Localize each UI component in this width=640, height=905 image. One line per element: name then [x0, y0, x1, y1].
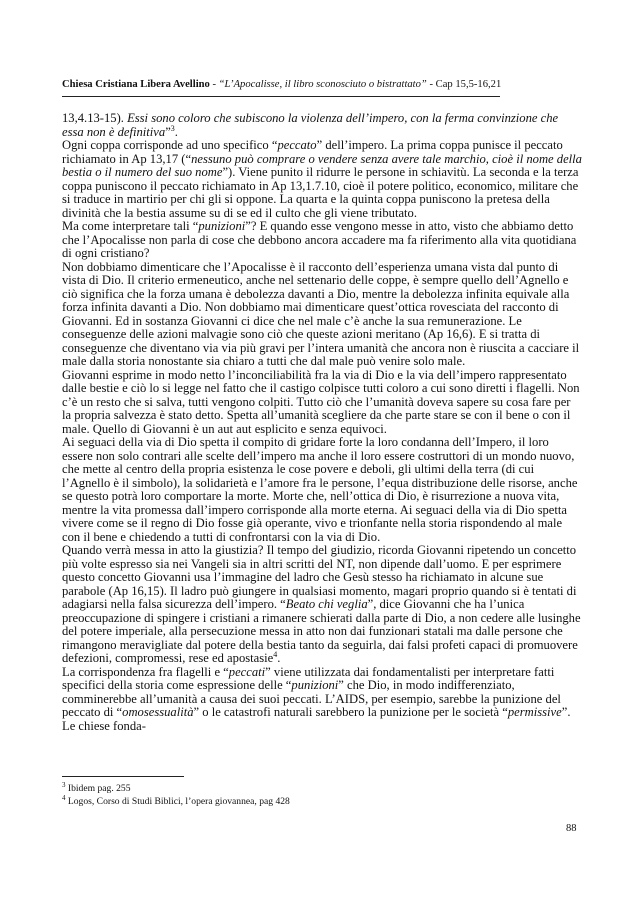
paragraph: [62, 220, 582, 261]
text-run: ”). Viene punito il ridurre le persone in schiavitù. La seconda e la terza coppa puniscono il peccato richiamato in Ap 13,1.7.10, cioè il potere politico, economico, militare che si traduce in martirio per chi gli si oppone. La quarta e la quinta coppa puniscono la pretesa della divinità che la bestia assume su di se ed il culto che gli viene tributato.: [62, 165, 579, 220]
text-run-italic: peccato: [277, 138, 317, 152]
text-run-italic: punizioni: [291, 678, 339, 692]
body-text: [62, 112, 582, 733]
paragraph: [62, 544, 582, 666]
paragraph: Ai seguaci della via di Dio spetta il compito di gridare forte la loro condanna dell’Impero, il loro essere non solo contrari alle scelte dell’impero ma anche il loro essere costruttori di un mondo nuovo, che mette al centro della propria esistenza le cose povere e deboli, gli ultimi della terra (di cui l’Agnello è il simbolo), la solidarietà e l’amore fra le persone, l’equa distribuzione delle risorse, anche se questo potrà loro comportare la morte. Morte che, nell’ottica di Dio, è risurrezione a nuova vita, mentre la vita promessa dall’impero corrisponde alla morte eterna. Ai seguaci della via di Dio spetta vivere come se il regno di Dio fosse già operante, vivo e trionfante nella storia rispondendo al male con il bene e chiedendo a tutti di confrontarsi con la via di Dio.: [62, 435, 578, 544]
header-org: Chiesa Cristiana Libera Avellino: [62, 79, 210, 90]
text-run-italic: Beato chi veglia: [285, 597, 368, 611]
footnote-rule: [62, 776, 184, 777]
text-run: 13,4.13-15).: [62, 111, 128, 125]
text-run: .: [174, 124, 178, 139]
paragraph: [62, 112, 582, 139]
text-run: La corrispondenza fra flagelli e “: [62, 664, 229, 679]
text-run-italic: nessuno può comprare o vendere senza avere tale marchio, cioè il nome della bestia o il numero del suo nome: [62, 151, 582, 179]
footnote-text: Ibidem pag. 255: [65, 783, 131, 794]
paragraph: [62, 139, 582, 220]
text-run: ”. Le chiese fonda-: [62, 705, 571, 733]
text-run-italic: omosessualità: [122, 705, 194, 719]
header-chapter: - Cap 15,5-16,21: [426, 79, 502, 90]
text-run: ”, dice Giovanni che ha l’unica preoccupazione di spingere i cristiani a rimanere schierati dalla parte di Dio, a non cedere alle lusinghe del potere imperiale, alla persecuzione messa in atto non dai funzionari statali ma dalle persone che rimangono meravigliate dal potere della bestia tanto da seguirla, dai falsi profeti capaci di promuovere defezioni, compromessi, rese ed apostasie: [62, 597, 581, 665]
text-run-italic: Essi sono coloro che subiscono la violenza dell’impero, con la ferma convinzione che essa non è definitiva: [62, 111, 559, 139]
paragraph: Non dobbiamo dimenticare che l’Apocalisse è il racconto dell’esperienza umana vista dal punto di vista di Dio. Il criterio ermeneutico, anche nel settenario delle coppe, è sempre quello dell’Agnello e ciò significa che la forza umana è debolezza davanti a Dio, mentre la debolezza infinita equivale alla forza infinita davanti a Dio. Non dobbiamo mai dimenticare quest’ottica rovesciata del racconto di Giovanni. Ed in sostanza Giovanni ci dice che nel male c’è anche la sua remunerazione. Le conseguenze delle azioni malvagie sono ciò che queste azioni meritano (Ap 16,6). E si tratta di conseguenze che diventano via via più gravi per l’intera umanità che ancora non è riuscita a cacciare il male dalla storia nonostante sia chiaro a tutti che dal male può venire solo male.: [62, 259, 580, 368]
footnote: [62, 780, 131, 795]
footnote-number: 3: [62, 780, 66, 789]
text-run: Quando verrà messa in atto la giustizia? Il tempo del giudizio, ricorda Giovanni ripetendo un concetto più volte espresso sia nei Vangeli sia in altri scritti del NT, non dipende dall’uomo. E per esprimere questo concetto Giovanni usa l’immagine del ladro che Gesù stesso ha richiamato in alcune sue parabole (Ap 16,15). Il ladro può giungere in qualsiasi momento, magari proprio quando si è tentati di adagiarsi nella falsa sicurezza dell’impero. “: [62, 543, 577, 611]
page-number: 88: [566, 823, 577, 834]
text-run: .: [277, 651, 281, 665]
paragraph: Giovanni esprime in modo netto l’inconciliabilità fra la via di Dio e la via dell’impero rappresentato dalle bestie e ciò lo si legge nel fatto che il castigo colpisce tutti coloro a cui sono diretti i flagelli. Non c’è un resto che si salva, tutti vengono colpiti. Tutto ciò che l’umanità doveva sapere su cosa fare per la propria salvezza è stato detto. Spetta all’umanità scegliere da che parte stare se con il bene o con il male. Quello di Giovanni è un aut aut esplicito e senza equivoci.: [62, 367, 580, 436]
text-run: ”: [165, 124, 171, 139]
text-run: ” viene utilizzata dai fondamentalisti per interpretare fatti specifici della storia come espressione delle “: [62, 664, 555, 692]
footnote-ref[interactable]: 3: [170, 123, 175, 133]
header-dash: -: [209, 79, 219, 90]
footnote-number: 4: [62, 793, 66, 802]
text-run: ”? E quando esse vengono messe in atto, visto che abbiamo detto che l’Apocalisse non parla di cose che debbono ancora accadere ma fa riferimento alla vita quotidiana di ogni cristiano?: [62, 219, 577, 260]
running-header: [62, 78, 582, 91]
footnote-ref[interactable]: 4: [273, 649, 278, 659]
text-run: ” che Dio, in modo indifferenziato, comminerebbe all’umanità a causa dei suoi peccati. L’AIDS, per esempio, sarebbe la punizione del peccato di “: [62, 678, 561, 719]
header-rule: [62, 96, 500, 97]
text-run-italic: peccati: [228, 664, 266, 679]
text-run: Ogni coppa corrisponde ad uno specifico “: [62, 138, 278, 152]
text-run-italic: punizioni: [198, 219, 246, 233]
header-title: “L’Apocalisse, il libro sconosciuto o bistrattato”: [218, 79, 427, 90]
footnote: [62, 793, 290, 808]
text-run-italic: permissive: [507, 705, 562, 719]
text-run: ” dell’impero. La prima coppa punisce il peccato richiamato in Ap 13,17 (“: [62, 138, 563, 166]
text-run: ” o le catastrofi naturali sarebbero la punizione per le società “: [193, 705, 508, 719]
footnote-text: Logos, Corso di Studi Biblici, l’opera giovannea, pag 428: [65, 796, 290, 807]
text-run: Ma come interpretare tali “: [62, 219, 199, 233]
paragraph: [62, 666, 582, 734]
